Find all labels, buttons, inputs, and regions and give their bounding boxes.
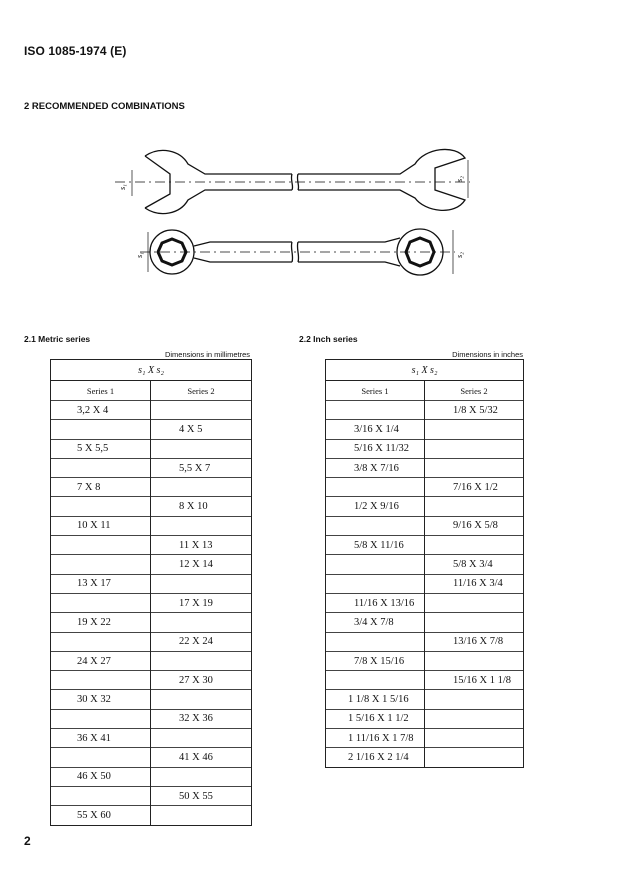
table-row <box>326 439 524 458</box>
table-cell <box>51 709 151 728</box>
table-row <box>326 613 524 632</box>
table-cell: 11 X 13 <box>151 536 252 555</box>
table-cell: 13 X 17 <box>51 574 151 593</box>
table-cell <box>51 420 151 439</box>
table-cell <box>425 420 524 439</box>
table-row <box>326 690 524 709</box>
table-cell: 5/8 X 3/4 <box>425 555 524 574</box>
table-cell: 2 1/16 X 2 1/4 <box>326 748 425 767</box>
table-cell <box>151 401 252 420</box>
table-row <box>51 458 252 477</box>
table-cell: 15/16 X 1 1/8 <box>425 671 524 690</box>
table-cell <box>151 806 252 825</box>
table-row <box>51 555 252 574</box>
table-cell <box>51 593 151 612</box>
table-cell: 5/8 X 11/16 <box>326 536 425 555</box>
table-cell: 19 X 22 <box>51 613 151 632</box>
table-cell <box>51 748 151 767</box>
s1-label-bottom: s₁ <box>135 252 144 258</box>
table-cell <box>151 729 252 748</box>
table-cell: 1 11/16 X 1 7/8 <box>326 729 425 748</box>
table-cell: 3/8 X 7/16 <box>326 458 425 477</box>
table-cell <box>326 671 425 690</box>
table-cell <box>425 729 524 748</box>
table-cell <box>151 574 252 593</box>
table-cell <box>151 651 252 670</box>
table-cell: 41 X 46 <box>151 748 252 767</box>
table-row <box>51 574 252 593</box>
table-cell <box>425 536 524 555</box>
table-cell: 24 X 27 <box>51 651 151 670</box>
table-row <box>326 478 524 497</box>
metric-table <box>50 359 252 826</box>
metric-table-title: s₁ X s₂ <box>51 360 252 381</box>
table-row <box>51 593 252 612</box>
s2-label-top: s₂ <box>455 176 464 182</box>
wrench-figure <box>110 138 480 283</box>
table-cell: 13/16 X 7/8 <box>425 632 524 651</box>
table-row <box>326 748 524 767</box>
table-cell: 11/16 X 13/16 <box>326 593 425 612</box>
table-row <box>326 632 524 651</box>
table-cell: 32 X 36 <box>151 709 252 728</box>
inch-heading: 2.2 Inch series <box>299 334 358 344</box>
table-cell <box>51 632 151 651</box>
section-title: 2 RECOMMENDED COMBINATIONS <box>24 101 185 112</box>
table-cell <box>151 439 252 458</box>
table-row <box>51 709 252 728</box>
table-cell: 55 X 60 <box>51 806 151 825</box>
table-row <box>326 420 524 439</box>
table-cell <box>326 574 425 593</box>
table-row <box>51 690 252 709</box>
page-number: 2 <box>24 834 31 848</box>
table-cell: 5,5 X 7 <box>151 458 252 477</box>
inch-units-note: Dimensions in inches <box>452 350 523 359</box>
inch-table-title: s₁ X s₂ <box>326 360 524 381</box>
table-cell: 7/16 X 1/2 <box>425 478 524 497</box>
table-cell <box>326 478 425 497</box>
table-row <box>326 574 524 593</box>
table-cell: 5 X 5,5 <box>51 439 151 458</box>
table-row <box>51 671 252 690</box>
table-cell: 12 X 14 <box>151 555 252 574</box>
table-cell: 50 X 55 <box>151 786 252 805</box>
s1-label-top: s₁ <box>118 184 127 190</box>
table-cell: 1 5/16 X 1 1/2 <box>326 709 425 728</box>
table-row <box>326 516 524 535</box>
table-row <box>326 555 524 574</box>
table-cell: 11/16 X 3/4 <box>425 574 524 593</box>
table-cell <box>326 516 425 535</box>
table-cell <box>51 497 151 516</box>
table-cell <box>51 786 151 805</box>
table-row <box>51 420 252 439</box>
table-cell: 22 X 24 <box>151 632 252 651</box>
table-cell <box>51 555 151 574</box>
table-row <box>326 651 524 670</box>
table-row <box>326 401 524 420</box>
table-row <box>51 516 252 535</box>
table-cell <box>425 709 524 728</box>
table-row <box>326 536 524 555</box>
table-cell <box>326 555 425 574</box>
table-cell <box>151 478 252 497</box>
table-row <box>51 497 252 516</box>
table-cell <box>425 497 524 516</box>
table-cell: 7 X 8 <box>51 478 151 497</box>
table-cell: 7/8 X 15/16 <box>326 651 425 670</box>
table-row <box>326 729 524 748</box>
table-row <box>51 632 252 651</box>
table-cell: 36 X 41 <box>51 729 151 748</box>
table-cell <box>151 767 252 786</box>
table-cell: 10 X 11 <box>51 516 151 535</box>
table-cell: 1/2 X 9/16 <box>326 497 425 516</box>
table-row <box>51 767 252 786</box>
metric-units-note: Dimensions in millimetres <box>164 350 250 359</box>
standard-header: ISO 1085-1974 (E) <box>24 44 127 58</box>
table-cell: 3/4 X 7/8 <box>326 613 425 632</box>
table-cell: 27 X 30 <box>151 671 252 690</box>
table-row <box>51 651 252 670</box>
table-row <box>51 748 252 767</box>
table-row <box>51 536 252 555</box>
table-cell: 8 X 10 <box>151 497 252 516</box>
table-cell: 9/16 X 5/8 <box>425 516 524 535</box>
table-cell <box>425 651 524 670</box>
table-cell: 3,2 X 4 <box>51 401 151 420</box>
table-cell <box>326 401 425 420</box>
inch-col-series-1: Series 1 <box>326 381 425 401</box>
table-cell: 46 X 50 <box>51 767 151 786</box>
inch-table <box>325 359 524 768</box>
inch-col-series-2: Series 2 <box>425 381 524 401</box>
table-cell <box>425 593 524 612</box>
table-cell <box>425 458 524 477</box>
table-cell <box>425 690 524 709</box>
table-cell: 1 1/8 X 1 5/16 <box>326 690 425 709</box>
table-row <box>326 497 524 516</box>
table-cell: 3/16 X 1/4 <box>326 420 425 439</box>
table-row <box>326 709 524 728</box>
table-cell <box>151 690 252 709</box>
table-cell: 30 X 32 <box>51 690 151 709</box>
table-row <box>326 458 524 477</box>
metric-col-series-1: Series 1 <box>51 381 151 401</box>
table-cell <box>326 632 425 651</box>
metric-col-series-2: Series 2 <box>151 381 252 401</box>
table-row <box>51 613 252 632</box>
table-cell <box>425 748 524 767</box>
table-row <box>51 729 252 748</box>
table-row <box>51 786 252 805</box>
table-cell <box>151 613 252 632</box>
s2-label-bottom: s₂ <box>455 252 464 258</box>
table-row <box>51 401 252 420</box>
table-row <box>51 439 252 458</box>
table-cell: 4 X 5 <box>151 420 252 439</box>
table-cell <box>51 536 151 555</box>
metric-heading: 2.1 Metric series <box>24 334 91 344</box>
table-row <box>326 593 524 612</box>
table-row <box>51 806 252 825</box>
table-cell <box>151 516 252 535</box>
table-cell: 5/16 X 11/32 <box>326 439 425 458</box>
table-cell <box>425 613 524 632</box>
table-cell: 1/8 X 5/32 <box>425 401 524 420</box>
table-cell: 17 X 19 <box>151 593 252 612</box>
table-row <box>326 671 524 690</box>
table-row <box>51 478 252 497</box>
table-cell <box>51 458 151 477</box>
table-cell <box>51 671 151 690</box>
table-cell <box>425 439 524 458</box>
